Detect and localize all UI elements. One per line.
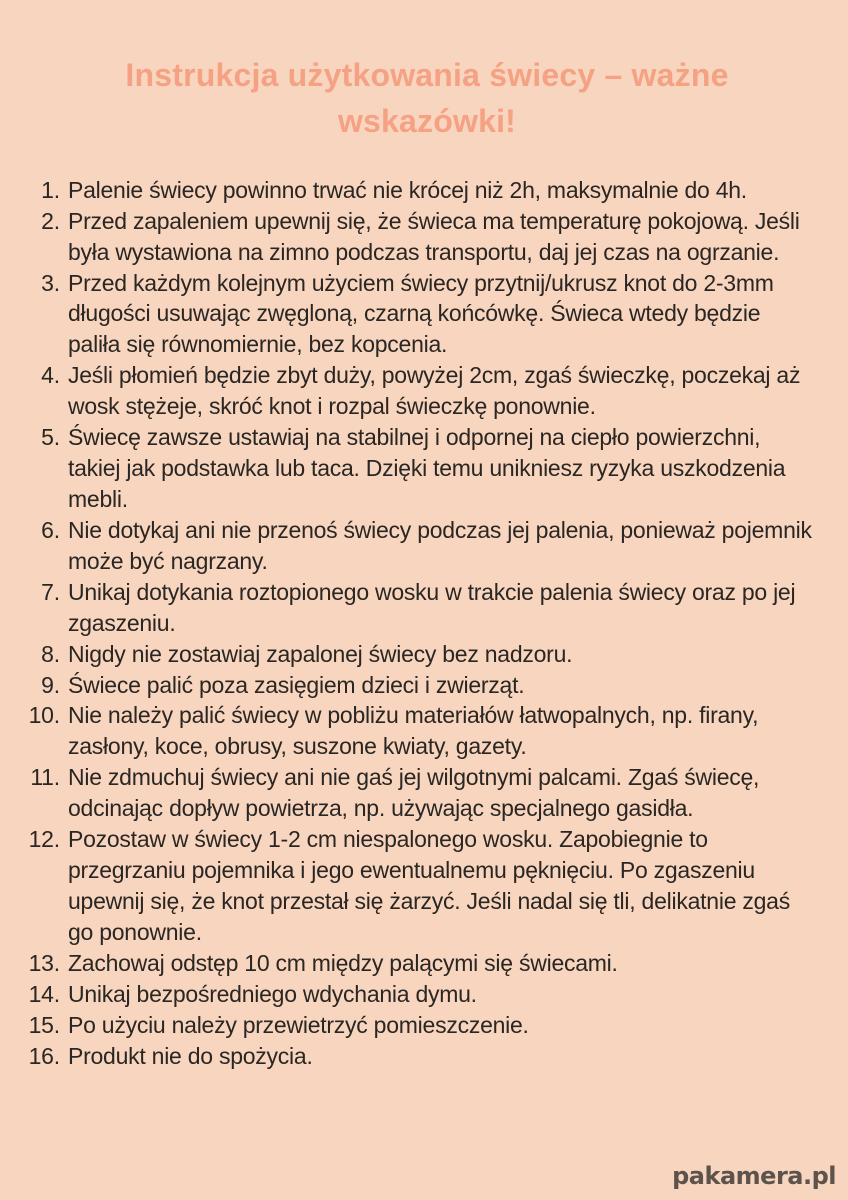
list-item: 15. Po użyciu należy przewietrzyć pomieszczenie. [66, 1010, 818, 1041]
list-item: 8. Nigdy nie zostawiaj zapalonej świecy bez nadzoru. [66, 639, 818, 670]
list-item: 13. Zachowaj odstęp 10 cm między palącymi się świecami. [66, 948, 818, 979]
list-item: 1. Palenie świecy powinno trwać nie krócej niż 2h, maksymalnie do 4h. [66, 175, 818, 206]
list-item: 12. Pozostaw w świecy 1-2 cm niespalonego wosku. Zapobiegnie to przegrzaniu pojemnika i jego ewentualnemu pęknięciu. Po zgaszeniu upewnij się, że knot przestał się żarzyć. Jeśli nadal się tli, delikatnie zgaś go ponownie. [66, 824, 818, 948]
list-item: 9. Świece palić poza zasięgiem dzieci i zwierząt. [66, 670, 818, 701]
list-item: 16. Produkt nie do spożycia. [66, 1041, 818, 1072]
page-title: Instrukcja użytkowania świecy – ważne wskazówki! [125, 57, 729, 140]
list-item: 5. Świecę zawsze ustawiaj na stabilnej i odpornej na ciepło powierzchni, takiej jak podstawka lub taca. Dzięki temu unikniesz ryzyka uszkodzenia mebli. [66, 422, 818, 515]
pakamera-logo: pakamera.pl [672, 1162, 836, 1190]
instruction-list [36, 175, 818, 1072]
list-item: 3. Przed każdym kolejnym użyciem świecy przytnij/ukrusz knot do 2-3mm długości usuwając zwęgloną, czarną końcówkę. Świeca wtedy będzie paliła się równomiernie, bez kopcenia. [66, 268, 818, 361]
list-item: 4. Jeśli płomień będzie zbyt duży, powyżej 2cm, zgaś świeczkę, poczekaj aż wosk stężeje, skróć knot i rozpal świeczkę ponownie. [66, 360, 818, 422]
list-item: 6. Nie dotykaj ani nie przenoś świecy podczas jej palenia, ponieważ pojemnik może być nagrzany. [66, 515, 818, 577]
list-item: 10. Nie należy palić świecy w pobliżu materiałów łatwopalnych, np. firany, zasłony, koce, obrusy, suszone kwiaty, gazety. [66, 700, 818, 762]
list-item: 7. Unikaj dotykania roztopionego wosku w trakcie palenia świecy oraz po jej zgaszeniu. [66, 577, 818, 639]
list-item: 2. Przed zapaleniem upewnij się, że świeca ma temperaturę pokojową. Jeśli była wystawiona na zimno podczas transportu, daj jej czas na ogrzanie. [66, 206, 818, 268]
list-item: 14. Unikaj bezpośredniego wdychania dymu. [66, 979, 818, 1010]
list-item: 11. Nie zdmuchuj świecy ani nie gaś jej wilgotnymi palcami. Zgaś świecę, odcinając dopływ powietrza, np. używając specjalnego gasidła. [66, 762, 818, 824]
